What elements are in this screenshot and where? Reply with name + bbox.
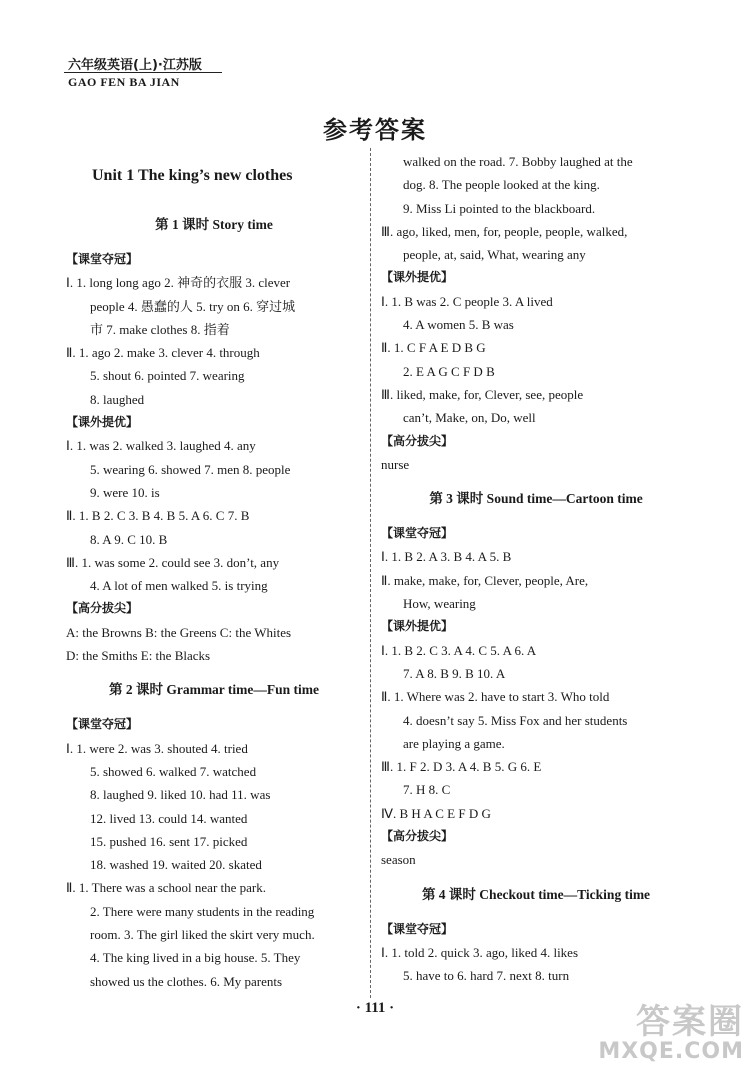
answer-line: 15. pushed 16. sent 17. picked — [90, 833, 248, 849]
right-column — [381, 150, 691, 988]
answer-line: Ⅱ. 1. B 2. C 3. B 4. B 5. A 6. C 7. B — [66, 508, 250, 524]
answer-line: D: the Smiths E: the Blacks — [66, 648, 211, 664]
answer-line: 18. washed 19. waited 20. skated — [90, 857, 262, 873]
answer-line: Ⅰ. 1. B 2. A 3. B 4. A 5. B — [381, 549, 512, 565]
answer-line: 4. The king lived in a big house. 5. They — [90, 950, 301, 966]
answer-line: Ⅰ. 1. B was 2. C people 3. A lived — [381, 293, 553, 309]
answer-line: Ⅲ. 1. F 2. D 3. A 4. B 5. G 6. E — [381, 759, 542, 775]
answer-line: 5. shout 6. pointed 7. wearing — [90, 368, 245, 384]
answer-line: 5. have to 6. hard 7. next 8. turn — [403, 968, 570, 984]
answer-line: room. 3. The girl liked the skirt very much. — [90, 927, 315, 943]
answer-line: 2. E A G C F D B — [403, 363, 495, 379]
answer-line: 7. H 8. C — [403, 782, 451, 798]
answer-line: Ⅲ. ago, liked, men, for, people, people, walked, — [381, 223, 628, 239]
answer-line: 8. laughed 9. liked 10. had 11. was — [90, 787, 271, 803]
answer-line: people 4. 愚蠢的人 5. try on 6. 穿过城 — [90, 298, 296, 314]
answer-line: A: the Browns B: the Greens C: the Whites — [66, 624, 292, 640]
brand-name: GAO FEN BA JIAN — [68, 75, 180, 89]
answer-line: Ⅳ. B H A C E F D G — [381, 805, 491, 821]
answer-line: season — [381, 852, 416, 868]
answer-line: Ⅰ. 1. was 2. walked 3. laughed 4. any — [66, 438, 256, 454]
answer-line: Ⅲ. 1. was some 2. could see 3. don’t, any — [66, 554, 280, 570]
answer-line: walked on the road. 7. Bobby laughed at the — [403, 154, 633, 169]
answer-line: Ⅱ. 1. ago 2. make 3. clever 4. through — [66, 345, 260, 361]
lesson-4-heading: 第 4 课时 Checkout time—Ticking time — [421, 886, 651, 902]
watermark-brand: 答案圈 — [636, 1002, 744, 1042]
watermark — [598, 1002, 744, 1067]
answer-line: nurse — [381, 456, 410, 472]
answer-line: 9. were 10. is — [90, 484, 160, 500]
answer-line: 4. A lot of men walked 5. is trying — [90, 578, 268, 594]
answer-line: can’t, Make, on, Do, well — [403, 410, 536, 426]
answer-line: 8. A 9. C 10. B — [90, 531, 168, 547]
answer-line: 9. Miss Li pointed to the blackboard. — [403, 200, 596, 216]
answer-line: are playing a game. — [403, 735, 505, 751]
answer-line: showed us the clothes. 6. My parents — [90, 973, 283, 989]
answer-line: 5. wearing 6. showed 7. men 8. people — [90, 461, 291, 477]
answer-line: Ⅱ. 1. C F A E D B G — [381, 340, 486, 356]
lesson-2-heading: 第 2 课时 Grammar time—Fun time — [108, 682, 320, 698]
unit-heading: Unit 1 The king’s new clothes — [92, 167, 293, 184]
section-tag: 【课外提优】 — [66, 415, 139, 430]
page-number: · 111 · — [355, 1000, 395, 1016]
answer-line: Ⅲ. liked, make, for, Clever, see, people — [381, 386, 584, 402]
section-tag: 【高分拔尖】 — [381, 433, 454, 448]
section-tag: 【课堂夺冠】 — [66, 252, 139, 266]
lesson-3-heading: 第 3 课时 Sound time—Cartoon time — [429, 491, 643, 507]
section-tag: 【课堂夺冠】 — [381, 526, 454, 541]
answer-line: Ⅰ. 1. long long ago 2. 神奇的衣服 3. clever — [66, 275, 291, 291]
section-tag: 【课堂夺冠】 — [381, 921, 454, 936]
answer-line: 7. A 8. B 9. B 10. A — [403, 665, 506, 681]
answer-line: 4. doesn’t say 5. Miss Fox and her students — [403, 712, 628, 728]
answer-line: How, wearing — [403, 596, 476, 612]
answer-line: dog. 8. The people looked at the king. — [403, 177, 600, 193]
column-divider — [370, 148, 371, 998]
answer-line: 5. showed 6. walked 7. watched — [90, 763, 257, 779]
left-column — [66, 150, 362, 993]
answer-line: people, at, said, What, wearing any — [403, 247, 586, 263]
series-title: 六年级英语(上)·江苏版 — [68, 58, 202, 73]
header-rule — [64, 72, 222, 73]
answer-line: Ⅰ. 1. B 2. C 3. A 4. C 5. A 6. A — [381, 642, 537, 658]
answer-line: Ⅰ. 1. were 2. was 3. shouted 4. tried — [66, 740, 248, 756]
watermark-url: MXQE.COM — [598, 1039, 744, 1064]
answer-line: 8. laughed — [90, 391, 145, 407]
section-tag: 【课外提优】 — [381, 619, 454, 634]
answer-line: 12. lived 13. could 14. wanted — [90, 810, 248, 826]
answer-line: Ⅱ. make, make, for, Clever, people, Are, — [381, 572, 589, 588]
section-tag: 【课外提优】 — [381, 270, 454, 285]
section-tag: 【高分拔尖】 — [66, 601, 139, 616]
lesson-1-heading: 第 1 课时 Story time — [155, 217, 273, 232]
answer-line: Ⅱ. 1. Where was 2. have to start 3. Who told — [381, 689, 610, 705]
answer-line: 2. There were many students in the reading — [90, 903, 315, 919]
answer-line: Ⅱ. 1. There was a school near the park. — [66, 880, 267, 896]
answer-line: Ⅰ. 1. told 2. quick 3. ago, liked 4. likes — [381, 944, 579, 960]
page-title: 参考答案 — [323, 116, 427, 144]
answer-line: 市 7. make clothes 8. 指着 — [90, 321, 230, 337]
section-tag: 【课堂夺冠】 — [66, 717, 139, 732]
section-tag: 【高分拔尖】 — [381, 829, 454, 844]
answer-line: 4. A women 5. B was — [403, 317, 514, 333]
